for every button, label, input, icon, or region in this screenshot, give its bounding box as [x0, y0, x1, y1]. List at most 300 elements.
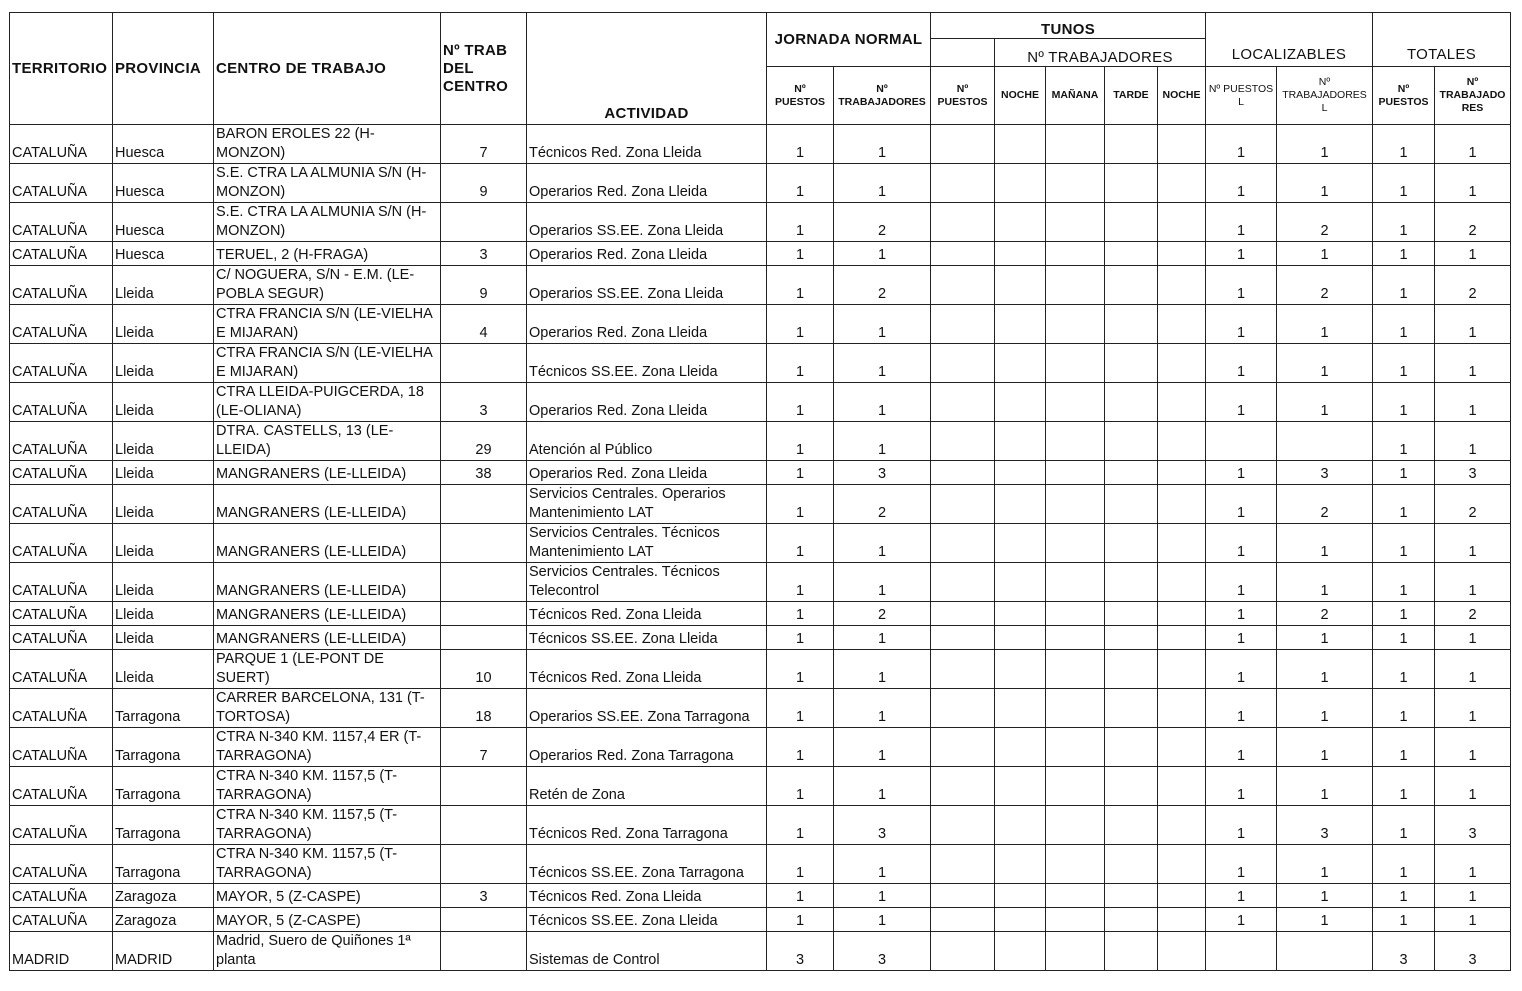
- cell-ntrab: [441, 626, 527, 650]
- cell-ntrab: 3: [441, 242, 527, 266]
- header-turnos-noche: NOCHE: [995, 67, 1046, 125]
- cell-turnos-noche-2: [1158, 266, 1206, 305]
- cell-jn-puestos: 1: [767, 845, 834, 884]
- cell-actividad: Técnicos Red. Zona Lleida: [527, 125, 767, 164]
- cell-turnos-tarde: [1105, 932, 1158, 971]
- cell-centro: MANGRANERS (LE-LLEIDA): [214, 626, 441, 650]
- cell-tot-trabajadores: 1: [1435, 908, 1511, 932]
- cell-centro: MANGRANERS (LE-LLEIDA): [214, 563, 441, 602]
- cell-turnos-noche-2: [1158, 908, 1206, 932]
- workforce-table: [9, 12, 1511, 971]
- cell-centro: S.E. CTRA LA ALMUNIA S/N (H-MONZON): [214, 203, 441, 242]
- cell-jn-puestos: 1: [767, 767, 834, 806]
- header-turnos-tarde: TARDE: [1105, 67, 1158, 125]
- cell-turnos-tarde: [1105, 602, 1158, 626]
- cell-jn-trabajadores: 1: [834, 164, 931, 203]
- cell-turnos-noche: [995, 305, 1046, 344]
- cell-provincia: Huesca: [113, 164, 214, 203]
- cell-provincia: Lleida: [113, 344, 214, 383]
- table-row: [10, 626, 1511, 650]
- cell-tot-trabajadores: 1: [1435, 626, 1511, 650]
- cell-turnos-puestos: [931, 806, 995, 845]
- cell-ntrab: 3: [441, 383, 527, 422]
- cell-turnos-tarde: [1105, 422, 1158, 461]
- cell-ntrab: [441, 932, 527, 971]
- cell-ntrab: [441, 767, 527, 806]
- cell-turnos-noche-2: [1158, 461, 1206, 485]
- header-localizables: LOCALIZABLES: [1206, 13, 1373, 67]
- cell-provincia: Tarragona: [113, 728, 214, 767]
- table-row: [10, 383, 1511, 422]
- cell-centro: PARQUE 1 (LE-PONT DE SUERT): [214, 650, 441, 689]
- cell-turnos-noche-2: [1158, 806, 1206, 845]
- cell-centro: BARON EROLES 22 (H-MONZON): [214, 125, 441, 164]
- cell-territorio: CATALUÑA: [10, 422, 113, 461]
- cell-turnos-puestos: [931, 767, 995, 806]
- cell-turnos-manana: [1046, 344, 1105, 383]
- cell-tot-trabajadores: 1: [1435, 125, 1511, 164]
- cell-tot-puestos: 1: [1373, 767, 1435, 806]
- cell-loc-puestos: 1: [1206, 563, 1277, 602]
- cell-turnos-noche: [995, 383, 1046, 422]
- cell-tot-puestos: 1: [1373, 845, 1435, 884]
- cell-provincia: Tarragona: [113, 806, 214, 845]
- cell-loc-puestos: [1206, 932, 1277, 971]
- cell-actividad: Atención al Público: [527, 422, 767, 461]
- cell-turnos-noche: [995, 689, 1046, 728]
- cell-territorio: CATALUÑA: [10, 524, 113, 563]
- cell-centro: CTRA N-340 KM. 1157,5 (T-TARRAGONA): [214, 845, 441, 884]
- cell-loc-trabajadores: 1: [1277, 563, 1373, 602]
- cell-turnos-manana: [1046, 845, 1105, 884]
- cell-turnos-noche: [995, 602, 1046, 626]
- cell-turnos-noche: [995, 884, 1046, 908]
- cell-jn-puestos: 1: [767, 563, 834, 602]
- cell-loc-puestos: 1: [1206, 383, 1277, 422]
- table-row: [10, 125, 1511, 164]
- cell-loc-puestos: 1: [1206, 602, 1277, 626]
- cell-loc-puestos: 1: [1206, 461, 1277, 485]
- cell-territorio: MADRID: [10, 932, 113, 971]
- cell-provincia: Lleida: [113, 305, 214, 344]
- cell-loc-trabajadores: 3: [1277, 806, 1373, 845]
- header-jn-puestos: Nº PUESTOS: [767, 67, 834, 125]
- cell-turnos-manana: [1046, 932, 1105, 971]
- cell-turnos-puestos: [931, 563, 995, 602]
- table-row: [10, 563, 1511, 602]
- cell-turnos-tarde: [1105, 728, 1158, 767]
- table-body: [10, 125, 1511, 971]
- cell-territorio: CATALUÑA: [10, 884, 113, 908]
- cell-jn-puestos: 1: [767, 266, 834, 305]
- cell-loc-trabajadores: 1: [1277, 383, 1373, 422]
- cell-turnos-puestos: [931, 908, 995, 932]
- cell-turnos-puestos: [931, 422, 995, 461]
- cell-turnos-noche-2: [1158, 422, 1206, 461]
- header-actividad: ACTIVIDAD: [527, 13, 767, 125]
- table-row: [10, 344, 1511, 383]
- cell-tot-puestos: 1: [1373, 242, 1435, 266]
- cell-loc-puestos: 1: [1206, 266, 1277, 305]
- cell-centro: CTRA FRANCIA S/N (LE-VIELHA E MIJARAN): [214, 344, 441, 383]
- cell-jn-puestos: 1: [767, 602, 834, 626]
- cell-tot-trabajadores: 3: [1435, 806, 1511, 845]
- cell-turnos-puestos: [931, 650, 995, 689]
- cell-actividad: Operarios Red. Zona Lleida: [527, 461, 767, 485]
- cell-turnos-noche-2: [1158, 524, 1206, 563]
- cell-turnos-noche: [995, 650, 1046, 689]
- cell-ntrab: 7: [441, 728, 527, 767]
- cell-territorio: CATALUÑA: [10, 383, 113, 422]
- cell-jn-puestos: 1: [767, 884, 834, 908]
- cell-turnos-noche: [995, 563, 1046, 602]
- cell-jn-puestos: 3: [767, 932, 834, 971]
- header-provincia: PROVINCIA: [113, 13, 214, 125]
- cell-turnos-tarde: [1105, 305, 1158, 344]
- cell-loc-puestos: 1: [1206, 767, 1277, 806]
- cell-loc-trabajadores: [1277, 422, 1373, 461]
- cell-turnos-puestos: [931, 203, 995, 242]
- cell-jn-puestos: 1: [767, 383, 834, 422]
- cell-loc-trabajadores: 1: [1277, 689, 1373, 728]
- cell-actividad: Servicios Centrales. Técnicos Telecontrol: [527, 563, 767, 602]
- cell-ntrab: [441, 344, 527, 383]
- cell-centro: CTRA FRANCIA S/N (LE-VIELHA E MIJARAN): [214, 305, 441, 344]
- cell-territorio: CATALUÑA: [10, 164, 113, 203]
- header-territorio: TERRITORIO: [10, 13, 113, 125]
- cell-centro: TERUEL, 2 (H-FRAGA): [214, 242, 441, 266]
- cell-tot-trabajadores: 3: [1435, 932, 1511, 971]
- cell-loc-trabajadores: 1: [1277, 344, 1373, 383]
- cell-actividad: Técnicos SS.EE. Zona Lleida: [527, 344, 767, 383]
- cell-tot-puestos: 1: [1373, 806, 1435, 845]
- table-row: [10, 242, 1511, 266]
- cell-tot-trabajadores: 1: [1435, 689, 1511, 728]
- cell-actividad: Operarios Red. Zona Lleida: [527, 383, 767, 422]
- cell-provincia: Lleida: [113, 602, 214, 626]
- header-tot-puestos: Nº PUESTOS: [1373, 67, 1435, 125]
- cell-jn-puestos: 1: [767, 203, 834, 242]
- cell-tot-trabajadores: 2: [1435, 485, 1511, 524]
- cell-turnos-manana: [1046, 422, 1105, 461]
- cell-turnos-noche: [995, 908, 1046, 932]
- cell-provincia: Lleida: [113, 461, 214, 485]
- cell-turnos-noche: [995, 845, 1046, 884]
- cell-centro: C/ NOGUERA, S/N - E.M. (LE-POBLA SEGUR): [214, 266, 441, 305]
- cell-territorio: CATALUÑA: [10, 908, 113, 932]
- cell-loc-puestos: 1: [1206, 485, 1277, 524]
- cell-turnos-puestos: [931, 626, 995, 650]
- cell-ntrab: 4: [441, 305, 527, 344]
- table-row: [10, 485, 1511, 524]
- cell-tot-puestos: 1: [1373, 626, 1435, 650]
- cell-actividad: Servicios Centrales. Operarios Mantenimiento LAT: [527, 485, 767, 524]
- cell-jn-trabajadores: 1: [834, 383, 931, 422]
- cell-turnos-noche: [995, 344, 1046, 383]
- cell-jn-puestos: 1: [767, 524, 834, 563]
- cell-turnos-noche: [995, 125, 1046, 164]
- cell-centro: MANGRANERS (LE-LLEIDA): [214, 485, 441, 524]
- cell-ntrab: [441, 203, 527, 242]
- cell-loc-puestos: 1: [1206, 689, 1277, 728]
- header-n-trabajadores: Nº TRABAJADORES: [995, 39, 1206, 67]
- cell-centro: DTRA. CASTELLS, 13 (LE-LLEIDA): [214, 422, 441, 461]
- header-jn-trabajadores: Nº TRABAJADORES: [834, 67, 931, 125]
- cell-turnos-noche: [995, 485, 1046, 524]
- cell-loc-puestos: 1: [1206, 305, 1277, 344]
- cell-turnos-manana: [1046, 524, 1105, 563]
- cell-tot-trabajadores: 1: [1435, 344, 1511, 383]
- cell-turnos-noche-2: [1158, 626, 1206, 650]
- cell-jn-puestos: 1: [767, 344, 834, 383]
- cell-jn-trabajadores: 3: [834, 461, 931, 485]
- cell-turnos-manana: [1046, 626, 1105, 650]
- cell-territorio: CATALUÑA: [10, 125, 113, 164]
- cell-jn-puestos: 1: [767, 485, 834, 524]
- cell-turnos-noche-2: [1158, 728, 1206, 767]
- table-row: [10, 806, 1511, 845]
- cell-turnos-puestos: [931, 242, 995, 266]
- cell-provincia: Zaragoza: [113, 884, 214, 908]
- cell-turnos-noche: [995, 806, 1046, 845]
- cell-tot-trabajadores: 1: [1435, 563, 1511, 602]
- cell-centro: MANGRANERS (LE-LLEIDA): [214, 524, 441, 563]
- cell-centro: S.E. CTRA LA ALMUNIA S/N (H-MONZON): [214, 164, 441, 203]
- cell-provincia: Lleida: [113, 485, 214, 524]
- cell-tot-puestos: 1: [1373, 344, 1435, 383]
- cell-turnos-tarde: [1105, 689, 1158, 728]
- cell-turnos-manana: [1046, 563, 1105, 602]
- cell-jn-trabajadores: 1: [834, 422, 931, 461]
- cell-provincia: Huesca: [113, 242, 214, 266]
- cell-turnos-tarde: [1105, 125, 1158, 164]
- cell-loc-trabajadores: 1: [1277, 728, 1373, 767]
- cell-turnos-noche-2: [1158, 767, 1206, 806]
- table-row: [10, 305, 1511, 344]
- cell-loc-puestos: 1: [1206, 728, 1277, 767]
- cell-provincia: Tarragona: [113, 845, 214, 884]
- cell-turnos-puestos: [931, 266, 995, 305]
- cell-provincia: Zaragoza: [113, 908, 214, 932]
- cell-tot-puestos: 1: [1373, 563, 1435, 602]
- cell-provincia: MADRID: [113, 932, 214, 971]
- cell-centro: MANGRANERS (LE-LLEIDA): [214, 461, 441, 485]
- cell-jn-puestos: 1: [767, 806, 834, 845]
- table-row: [10, 767, 1511, 806]
- cell-actividad: Técnicos Red. Zona Lleida: [527, 650, 767, 689]
- cell-turnos-noche: [995, 767, 1046, 806]
- cell-provincia: Lleida: [113, 650, 214, 689]
- cell-jn-trabajadores: 3: [834, 932, 931, 971]
- cell-loc-puestos: 1: [1206, 203, 1277, 242]
- table-row: [10, 908, 1511, 932]
- cell-actividad: Operarios Red. Zona Lleida: [527, 242, 767, 266]
- table-row: [10, 461, 1511, 485]
- cell-provincia: Lleida: [113, 626, 214, 650]
- cell-loc-trabajadores: 3: [1277, 461, 1373, 485]
- cell-tot-trabajadores: 1: [1435, 242, 1511, 266]
- cell-turnos-manana: [1046, 203, 1105, 242]
- table-row: [10, 932, 1511, 971]
- cell-turnos-tarde: [1105, 383, 1158, 422]
- cell-jn-puestos: 1: [767, 164, 834, 203]
- header-jornada-normal: JORNADA NORMAL: [767, 13, 931, 67]
- cell-actividad: Operarios SS.EE. Zona Tarragona: [527, 689, 767, 728]
- cell-jn-puestos: 1: [767, 689, 834, 728]
- cell-turnos-puestos: [931, 164, 995, 203]
- cell-turnos-noche-2: [1158, 203, 1206, 242]
- cell-jn-trabajadores: 1: [834, 650, 931, 689]
- cell-actividad: Técnicos SS.EE. Zona Lleida: [527, 626, 767, 650]
- cell-actividad: Operarios Red. Zona Lleida: [527, 305, 767, 344]
- cell-turnos-puestos: [931, 845, 995, 884]
- cell-territorio: CATALUÑA: [10, 485, 113, 524]
- cell-tot-trabajadores: 3: [1435, 461, 1511, 485]
- cell-jn-puestos: 1: [767, 242, 834, 266]
- cell-turnos-puestos: [931, 461, 995, 485]
- cell-jn-trabajadores: 2: [834, 485, 931, 524]
- table-row: [10, 422, 1511, 461]
- cell-tot-puestos: 1: [1373, 689, 1435, 728]
- cell-turnos-noche-2: [1158, 242, 1206, 266]
- header-turnos-blank: [931, 39, 995, 67]
- cell-turnos-tarde: [1105, 626, 1158, 650]
- cell-turnos-tarde: [1105, 344, 1158, 383]
- cell-ntrab: [441, 845, 527, 884]
- cell-ntrab: 29: [441, 422, 527, 461]
- cell-ntrab: 7: [441, 125, 527, 164]
- cell-centro: CTRA N-340 KM. 1157,4 ER (T-TARRAGONA): [214, 728, 441, 767]
- cell-turnos-puestos: [931, 125, 995, 164]
- cell-turnos-noche: [995, 728, 1046, 767]
- cell-turnos-manana: [1046, 689, 1105, 728]
- cell-jn-trabajadores: 1: [834, 845, 931, 884]
- cell-loc-trabajadores: 1: [1277, 908, 1373, 932]
- cell-ntrab: [441, 563, 527, 602]
- cell-loc-trabajadores: 1: [1277, 242, 1373, 266]
- cell-provincia: Lleida: [113, 383, 214, 422]
- cell-turnos-noche-2: [1158, 344, 1206, 383]
- cell-provincia: Lleida: [113, 422, 214, 461]
- header-turnos-puestos: Nº PUESTOS: [931, 67, 995, 125]
- cell-loc-puestos: 1: [1206, 164, 1277, 203]
- cell-turnos-manana: [1046, 305, 1105, 344]
- table-row: [10, 845, 1511, 884]
- cell-actividad: Operarios SS.EE. Zona Lleida: [527, 203, 767, 242]
- cell-turnos-manana: [1046, 242, 1105, 266]
- cell-jn-trabajadores: 1: [834, 524, 931, 563]
- cell-turnos-puestos: [931, 485, 995, 524]
- cell-actividad: Técnicos Red. Zona Tarragona: [527, 806, 767, 845]
- cell-turnos-puestos: [931, 305, 995, 344]
- cell-tot-trabajadores: 1: [1435, 524, 1511, 563]
- cell-tot-puestos: 1: [1373, 203, 1435, 242]
- cell-actividad: Operarios Red. Zona Tarragona: [527, 728, 767, 767]
- cell-loc-trabajadores: 1: [1277, 845, 1373, 884]
- cell-turnos-manana: [1046, 164, 1105, 203]
- cell-turnos-noche-2: [1158, 602, 1206, 626]
- cell-turnos-noche-2: [1158, 563, 1206, 602]
- cell-tot-puestos: 1: [1373, 884, 1435, 908]
- cell-ntrab: [441, 806, 527, 845]
- cell-tot-trabajadores: 1: [1435, 650, 1511, 689]
- header-tot-trabajadores: Nº TRABAJADO RES: [1435, 67, 1511, 125]
- cell-turnos-tarde: [1105, 908, 1158, 932]
- cell-provincia: Huesca: [113, 125, 214, 164]
- cell-loc-trabajadores: [1277, 932, 1373, 971]
- cell-turnos-noche-2: [1158, 485, 1206, 524]
- cell-tot-trabajadores: 1: [1435, 884, 1511, 908]
- cell-turnos-noche: [995, 524, 1046, 563]
- cell-loc-trabajadores: 2: [1277, 266, 1373, 305]
- cell-turnos-noche-2: [1158, 689, 1206, 728]
- cell-actividad: Técnicos Red. Zona Lleida: [527, 602, 767, 626]
- cell-tot-puestos: 1: [1373, 728, 1435, 767]
- cell-turnos-noche: [995, 461, 1046, 485]
- table-row: [10, 689, 1511, 728]
- cell-loc-puestos: 1: [1206, 845, 1277, 884]
- cell-actividad: Sistemas de Control: [527, 932, 767, 971]
- cell-loc-puestos: 1: [1206, 884, 1277, 908]
- cell-loc-trabajadores: 1: [1277, 524, 1373, 563]
- cell-loc-puestos: 1: [1206, 242, 1277, 266]
- cell-turnos-noche-2: [1158, 383, 1206, 422]
- table-row: [10, 728, 1511, 767]
- cell-jn-puestos: 1: [767, 305, 834, 344]
- cell-centro: MANGRANERS (LE-LLEIDA): [214, 602, 441, 626]
- cell-loc-trabajadores: 1: [1277, 767, 1373, 806]
- cell-turnos-noche: [995, 266, 1046, 305]
- cell-tot-puestos: 1: [1373, 125, 1435, 164]
- cell-jn-puestos: 1: [767, 461, 834, 485]
- cell-loc-trabajadores: 2: [1277, 485, 1373, 524]
- cell-tot-puestos: 1: [1373, 524, 1435, 563]
- cell-turnos-noche: [995, 203, 1046, 242]
- cell-provincia: Lleida: [113, 266, 214, 305]
- cell-turnos-tarde: [1105, 524, 1158, 563]
- cell-centro: CTRA LLEIDA-PUIGCERDA, 18 (LE-OLIANA): [214, 383, 441, 422]
- cell-territorio: CATALUÑA: [10, 767, 113, 806]
- cell-territorio: CATALUÑA: [10, 305, 113, 344]
- cell-loc-puestos: 1: [1206, 344, 1277, 383]
- cell-ntrab: [441, 602, 527, 626]
- cell-turnos-puestos: [931, 932, 995, 971]
- cell-ntrab: [441, 524, 527, 563]
- cell-jn-trabajadores: 1: [834, 908, 931, 932]
- table-row: [10, 203, 1511, 242]
- cell-provincia: Tarragona: [113, 767, 214, 806]
- cell-loc-puestos: 1: [1206, 125, 1277, 164]
- cell-loc-trabajadores: 1: [1277, 164, 1373, 203]
- cell-jn-puestos: 1: [767, 908, 834, 932]
- cell-tot-trabajadores: 2: [1435, 203, 1511, 242]
- cell-jn-trabajadores: 2: [834, 266, 931, 305]
- cell-tot-puestos: 1: [1373, 461, 1435, 485]
- cell-territorio: CATALUÑA: [10, 689, 113, 728]
- cell-tot-puestos: 1: [1373, 485, 1435, 524]
- cell-provincia: Tarragona: [113, 689, 214, 728]
- cell-tot-trabajadores: 2: [1435, 602, 1511, 626]
- cell-turnos-puestos: [931, 689, 995, 728]
- cell-turnos-puestos: [931, 728, 995, 767]
- cell-territorio: CATALUÑA: [10, 563, 113, 602]
- cell-actividad: Técnicos SS.EE. Zona Lleida: [527, 908, 767, 932]
- cell-ntrab: [441, 908, 527, 932]
- cell-turnos-manana: [1046, 908, 1105, 932]
- cell-actividad: Operarios SS.EE. Zona Lleida: [527, 266, 767, 305]
- cell-territorio: CATALUÑA: [10, 203, 113, 242]
- cell-centro: MAYOR, 5 (Z-CASPE): [214, 884, 441, 908]
